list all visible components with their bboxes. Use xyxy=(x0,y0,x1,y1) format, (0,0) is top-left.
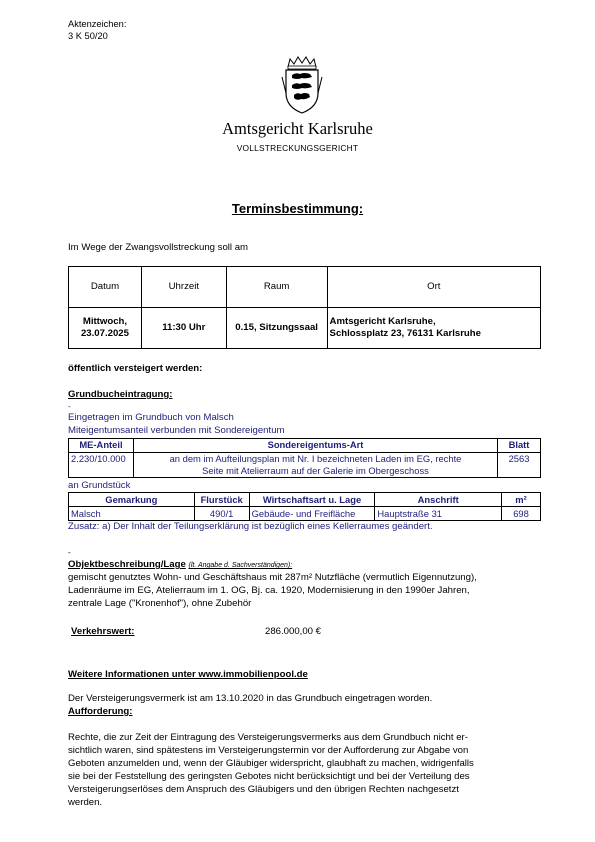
me-header-row xyxy=(69,439,541,453)
me-art-line2: Seite mit Atelierraum auf der Galerie im Obergeschoss xyxy=(202,465,429,476)
gs-flurstueck: 490/1 xyxy=(194,507,249,521)
me-anteil: 2.230/10.000 xyxy=(69,453,134,478)
aufforderung-line4: sie bei der Feststellung des geringsten Gebotes nicht berücksichtigt und bei der Verteilung des xyxy=(68,771,470,782)
termin-datum xyxy=(69,308,142,349)
grundbuch-line2: Miteigentumsanteil verbunden mit Sondereigentum xyxy=(68,425,285,436)
termin-ort-line1: Amtsgericht Karlsruhe, xyxy=(329,316,436,328)
termin-header-row xyxy=(69,267,541,308)
versteigert-text: öffentlich versteigert werden: xyxy=(68,363,203,374)
court-name: Amtsgericht Karlsruhe xyxy=(222,119,373,138)
me-blatt: 2563 xyxy=(498,453,541,478)
termin-raum: 0.15, Sitzungssaal xyxy=(226,308,327,349)
me-art-line1: an dem im Aufteilungsplan mit Nr. I bezeichneten Laden im EG, rechte xyxy=(169,453,462,464)
termin-datum-day: Mittwoch, xyxy=(82,316,128,328)
court-department: VOLLSTRECKUNGSGERICHT xyxy=(236,143,359,153)
header-qm: m² xyxy=(502,493,541,507)
gs-header-row xyxy=(69,493,541,507)
objekt-heading xyxy=(68,559,292,571)
grundbuch-line1: Eingetragen im Grundbuch von Malsch xyxy=(68,412,234,423)
termin-value-row xyxy=(69,308,541,349)
termin-uhrzeit: 11:30 Uhr xyxy=(141,308,226,349)
table-row xyxy=(69,453,541,478)
gs-wirtschaftsart: Gebäude- und Freifläche xyxy=(249,507,375,521)
aktenzeichen-value: 3 K 50/20 xyxy=(68,31,108,41)
gs-qm: 698 xyxy=(502,507,541,521)
header-blatt: Blatt xyxy=(498,439,541,453)
grundstueck-label: an Grundstück xyxy=(68,480,131,491)
termin-ort xyxy=(327,308,540,349)
grundbuch-dash: - xyxy=(68,402,71,411)
verkehrswert-value: 286.000,00 € xyxy=(265,626,322,637)
table-row xyxy=(69,507,541,521)
termin-ort-line2: Schlossplatz 23, 76131 Karlsruhe xyxy=(329,328,481,339)
objekt-line1: gemischt genutztes Wohn- und Geschäftshaus mit 287m² Nutzfläche (vermutlich Eigennutzung), xyxy=(68,572,477,583)
aufforderung-line3: Geboten anzumelden und, wenn der Gläubiger widerspricht, glaubhaft zu machen, widrigenfalls xyxy=(68,758,474,769)
intro-text: Im Wege der Zwangsvollstreckung soll am xyxy=(68,242,249,253)
aufforderung-text xyxy=(68,731,543,809)
aktenzeichen-label: Aktenzeichen: xyxy=(68,19,127,29)
weitere-info-link[interactable]: Weitere Informationen unter www.immobilienpool.de xyxy=(68,669,308,680)
header-datum: Datum xyxy=(69,267,142,308)
vermerk-text: Der Versteigerungsvermerk ist am 13.10.2020 in das Grundbuch eingetragen worden. xyxy=(68,693,433,704)
document-title: Terminsbestimmung: xyxy=(231,201,364,216)
objekt-dash: - xyxy=(68,548,71,557)
aufforderung-line2: sichtlich waren, sind spätestens im Versteigerungstermin vor der Aufforderung zur Abgabe von xyxy=(68,745,469,756)
grundstueck-table xyxy=(68,492,541,521)
termin-datum-date: 23.07.2025 xyxy=(80,328,129,339)
aktenzeichen xyxy=(68,18,126,42)
aufforderung-line6: werden. xyxy=(68,797,103,808)
gs-anschrift: Hauptstraße 31 xyxy=(375,507,502,521)
objekt-heading-title: Objektbeschreibung/Lage xyxy=(68,559,186,570)
grundbuch-heading: Grundbucheintragung: xyxy=(68,389,173,400)
header-anschrift: Anschrift xyxy=(375,493,502,507)
header-uhrzeit: Uhrzeit xyxy=(141,267,226,308)
aufforderung-line5: Versteigerungserlöses dem Anspruch des Gläubigers und den übrigen Rechten nachgesetzt xyxy=(68,784,459,795)
objekt-line2: Ladenräume im EG, Atelierraum im 1. OG, Bj. ca. 1920, Modernisierung in den 1990er Jahren, xyxy=(68,585,470,596)
aufforderung-heading: Aufforderung: xyxy=(68,706,133,717)
header-sondereigentum: Sondereigentums-Art xyxy=(133,439,497,453)
coat-of-arms-icon xyxy=(280,55,324,115)
termin-table xyxy=(68,266,541,349)
miteigentum-table xyxy=(68,438,541,478)
objekt-heading-note: (lt. Angabe d. Sachverständigen): xyxy=(188,562,293,569)
header-raum: Raum xyxy=(226,267,327,308)
header-me-anteil: ME-Anteil xyxy=(69,439,134,453)
header-wirtschaftsart: Wirtschaftsart u. Lage xyxy=(249,493,375,507)
objekt-line3: zentrale Lage ("Kronenhof"), ohne Zubehör xyxy=(68,598,252,609)
aufforderung-line1: Rechte, die zur Zeit der Eintragung des Versteigerungsvermerks aus dem Grundbuch nicht er- xyxy=(68,732,468,743)
header-flurstueck: Flurstück xyxy=(194,493,249,507)
header-ort: Ort xyxy=(327,267,540,308)
objekt-text xyxy=(68,571,543,610)
verkehrswert-label: Verkehrswert: xyxy=(71,626,135,637)
header-gemarkung: Gemarkung xyxy=(69,493,195,507)
zusatz-text: Zusatz: a) Der Inhalt der Teilungserklärung ist bezüglich eines Kellerraumes geändert. xyxy=(68,521,433,532)
me-art xyxy=(133,453,497,478)
gs-gemarkung: Malsch xyxy=(69,507,195,521)
